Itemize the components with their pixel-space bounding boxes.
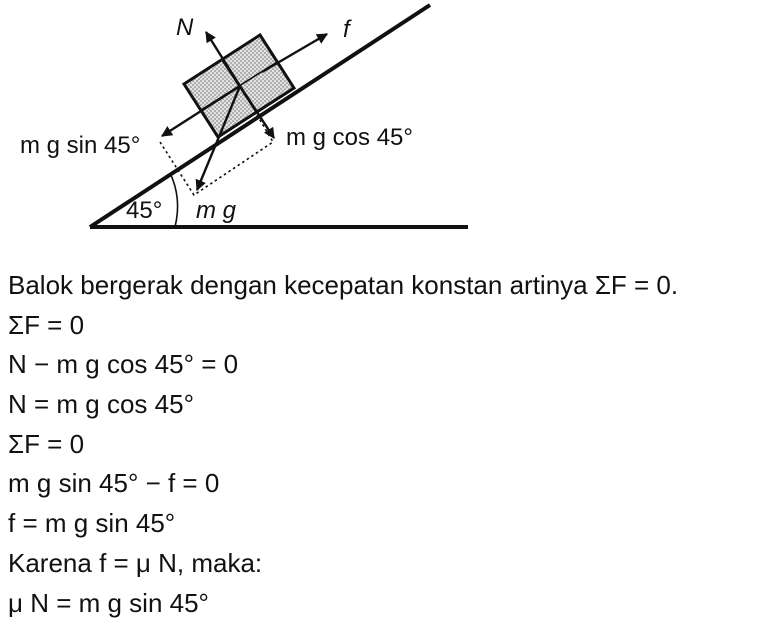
solution-line (8, 345, 756, 385)
parallel-component-label: m g sin 45° (20, 132, 141, 159)
solution-line (8, 584, 756, 624)
solution-line (8, 504, 756, 544)
solution-line (8, 306, 756, 346)
solution-line-text: ΣF = 0 (8, 309, 85, 340)
solution-line (8, 266, 756, 306)
normal-force-label: N (176, 14, 194, 41)
solution-line-text: μ N = m g sin 45° (8, 587, 209, 618)
weight-label: m g (196, 197, 237, 224)
solution-line-text: Balok bergerak dengan kecepatan konstan artinya ΣF = 0. (8, 270, 679, 300)
solution-line (8, 385, 756, 425)
inclined-plane-diagram (0, 0, 758, 250)
solution-text (8, 266, 756, 623)
solution-line-text: Karena f = μ N, maka: (8, 547, 263, 578)
perpendicular-component-label: m g cos 45° (286, 124, 413, 151)
solution-line-text: N = m g cos 45° (8, 389, 194, 420)
friction-force-label: f (343, 16, 350, 43)
solution-line (8, 544, 756, 584)
angle-label: 45° (126, 197, 163, 224)
angle-arc (170, 173, 178, 227)
solution-line (8, 425, 756, 465)
solution-line-text: ΣF = 0 (8, 428, 85, 459)
solution-line-text: m g sin 45° − f = 0 (8, 468, 220, 499)
solution-line-text: N − m g cos 45° = 0 (8, 349, 239, 380)
solution-line-text: f = m g sin 45° (8, 508, 176, 539)
solution-line (8, 464, 756, 504)
